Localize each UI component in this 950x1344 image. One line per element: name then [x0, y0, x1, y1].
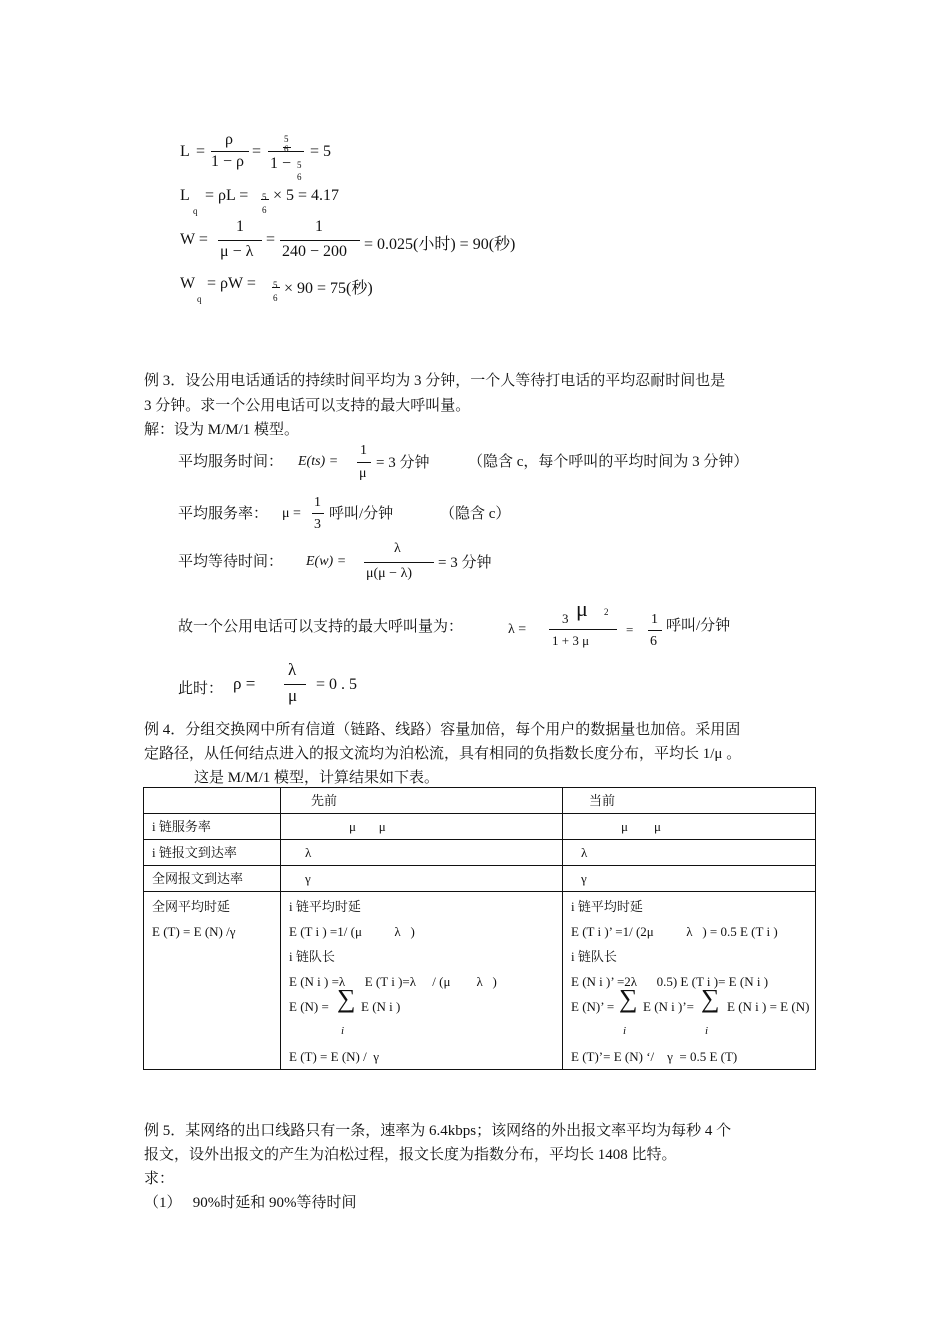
ex5-line1: 例 5．某网络的出口线路只有一条，速率为 6.4kbps；该网络的外出报文率平均为每秒 4 个 [144, 1123, 732, 1139]
ex3-max-res-num: 1 [651, 612, 658, 627]
cell-text: i 链队长 [571, 949, 617, 964]
ex3-service-rate-unit: 呼叫/分钟 [329, 506, 394, 522]
ex3-max-unit: 呼叫/分钟 [666, 618, 731, 634]
formula-Wq-tail: × 90 = 75(秒) [284, 280, 373, 297]
formula-L-den1: 1 − ρ [211, 153, 245, 170]
ex3-service-time-den: μ [359, 466, 367, 481]
ex3-service-rate-note: （隐含 c） [440, 506, 511, 522]
cell-text: E (N i ) =λ E (T i )=λ / (μ λ ) [289, 974, 497, 989]
formula-L-result: = 5 [310, 143, 332, 160]
sum-index-line [289, 1019, 554, 1044]
table-cell: i 链服务率 [144, 814, 281, 840]
sigma-symbol: ∑ [619, 984, 638, 1013]
formula-L-den2a: 5 [297, 160, 302, 170]
ex3-wait-den: μ(μ − λ) [366, 566, 413, 581]
table-cell [144, 892, 281, 1070]
table-row [144, 814, 816, 840]
cell-text: E (T i ) =1/ (μ λ ) [289, 924, 415, 939]
formula-Lq-num: 5 [262, 192, 267, 202]
ex3-wait-expr: E(w) = [306, 554, 347, 569]
formula-W-num2: 1 [315, 218, 323, 235]
table-header-cell: 当前 [563, 788, 816, 814]
table-row [144, 866, 816, 892]
cell-text: E (T)’= E (N) ‘/ γ = 0.5 E (T) [571, 1049, 738, 1064]
formula-L-eq2: = [252, 143, 262, 160]
cell-text: E (N) = [289, 999, 329, 1014]
cell-text: E (N)’ = [571, 999, 615, 1014]
cell-text: E (T i )’ =1/ (2μ λ ) = 0.5 E (T i ) [571, 924, 778, 939]
ex4-line3: 这是 M/M/1 模型，计算结果如下表。 [194, 770, 440, 786]
formula-W-num1: 1 [236, 218, 244, 235]
cell-text: E (N i )’= [643, 999, 695, 1014]
cell-text: i 链平均时延 [289, 899, 361, 914]
ex3-wait-result: = 3 分钟 [438, 555, 492, 571]
formula-W-result: = 0.025(小时) = 90(秒) [364, 236, 516, 253]
ex3-service-time-result: = 3 分钟 [376, 455, 430, 471]
table-cell: λ [281, 840, 563, 866]
table-cell [563, 892, 816, 1070]
table-cell: γ [563, 866, 816, 892]
formula-Wq-den: 6 [273, 293, 278, 303]
formula-Wq-lhs: W [180, 275, 196, 292]
ex3-service-time-num: 1 [360, 443, 367, 458]
ex3-service-time-label: 平均服务时间： [178, 454, 284, 470]
cell-text: E (T) = E (N) /γ [152, 924, 236, 939]
sum-line [289, 984, 554, 1019]
formula-W-den2: 240 − 200 [282, 243, 348, 260]
cell-text: i 链队长 [289, 949, 335, 964]
formula-L-num2: 5 [284, 134, 289, 144]
formula-L-num1: ρ [225, 131, 233, 148]
ex3-service-rate-num: 1 [314, 495, 321, 510]
table-cell: μ μ [563, 814, 816, 840]
ex3-solution: 解：设为 M/M/1 模型。 [144, 422, 300, 438]
table-header-cell: 先前 [281, 788, 563, 814]
ex3-max-num-sup: 2 [604, 607, 609, 617]
formula-Wq-sub: q [197, 294, 202, 304]
ex3-service-time-note: （隐含 c，每个呼叫的平均时间为 3 分钟） [468, 454, 749, 470]
ex3-rho-den: μ [288, 686, 298, 705]
ex3-max-res-den: 6 [650, 634, 657, 649]
sum-index-line [571, 1019, 807, 1044]
cell-text: 全网平均时延 [152, 899, 231, 914]
table-cell: μ μ [281, 814, 563, 840]
ex3-max-num-mu: μ [576, 596, 588, 621]
table-row [144, 892, 816, 1070]
cell-text: E (T) = E (N) / γ [289, 1049, 379, 1064]
ex5-item1: （1） 90%时延和 90%等待时间 [144, 1195, 357, 1211]
ex5-line3: 求： [144, 1171, 175, 1187]
formula-Lq-tail: × 5 = 4.17 [273, 187, 340, 204]
formula-L-num2b: 6 [284, 144, 289, 154]
ex4-line1: 例 4．分组交换网中所有信道（链路、线路）容量加倍，每个用户的数据量也加倍。采用固 [144, 722, 741, 738]
sigma-symbol: ∑ [701, 984, 720, 1013]
formula-W-eq: = [266, 231, 276, 248]
ex3-rho-expr: ρ = [233, 674, 256, 693]
table-cell: γ [281, 866, 563, 892]
sum-line [571, 984, 810, 1019]
ex3-service-rate-label: 平均服务率： [178, 506, 269, 522]
ex3-service-time-expr: E(ts) = [298, 454, 339, 469]
ex3-rho-num: λ [288, 660, 297, 679]
results-table [143, 787, 816, 1070]
formula-L-eq1: = [196, 143, 206, 160]
sum-index: i [341, 1025, 345, 1037]
ex3-max-expr: λ = [508, 622, 527, 637]
formula-Lq-sub: q [193, 206, 198, 216]
ex3-line2: 3 分钟。求一个公用电话可以支持的最大呼叫量。 [144, 398, 471, 414]
formula-Lq-lhs: L [180, 187, 190, 204]
sigma-symbol: ∑ [337, 984, 356, 1013]
cell-text: E (N i )’ =2λ 0.5) E (T i )= E (N i ) [571, 974, 769, 989]
ex5-line2: 报文，设外出报文的产生为泊松过程，报文长度为指数分布，平均长 1408 比特。 [144, 1147, 677, 1163]
formula-Lq-mid: = ρL = [205, 187, 249, 204]
ex3-wait-label: 平均等待时间： [178, 554, 284, 570]
ex3-rho-result: = 0 . 5 [316, 676, 358, 693]
formula-L-lhs: L [180, 143, 190, 160]
ex3-max-label: 故一个公用电话可以支持的最大呼叫量为： [178, 619, 464, 635]
cell-text: i 链平均时延 [571, 899, 643, 914]
ex4-line2: 定路径，从任何结点进入的报文流均为泊松流，具有相同的负指数长度分布，平均长 1/μ 。 [144, 746, 742, 762]
ex3-service-rate-expr: μ = [282, 506, 301, 521]
formula-W-lhs: W = [180, 231, 208, 248]
formula-L-den2: 1 − [270, 155, 292, 172]
ex3-max-eq: = [626, 622, 634, 637]
formula-L-den2b: 6 [297, 172, 302, 182]
table-cell: 全网报文到达率 [144, 866, 281, 892]
ex3-service-rate-den: 3 [314, 517, 321, 532]
formula-Lq-den: 6 [262, 205, 267, 215]
ex3-max-den: 1 + 3 μ [552, 633, 590, 648]
cell-text: E (N i ) [361, 999, 401, 1014]
formula-W-den1: μ − λ [220, 243, 254, 260]
sum-index: i [705, 1025, 709, 1037]
table-cell: i 链报文到达率 [144, 840, 281, 866]
ex3-max-num: 3 [562, 611, 569, 626]
table-header-row [144, 788, 816, 814]
formula-Wq-mid: = ρW = [207, 275, 256, 292]
ex3-rho-label: 此时： [178, 681, 224, 697]
ex3-wait-num: λ [394, 541, 401, 556]
ex3-line1: 例 3．设公用电话通话的持续时间平均为 3 分钟，一个人等待打电话的平均忍耐时间也是 [144, 373, 726, 389]
formula-Wq-num: 5 [273, 280, 278, 290]
sum-index: i [623, 1025, 627, 1037]
table-row [144, 840, 816, 866]
table-cell: λ [563, 840, 816, 866]
table-cell [281, 892, 563, 1070]
cell-text: E (N i ) = E (N) [727, 999, 810, 1014]
table-header-cell [144, 788, 281, 814]
